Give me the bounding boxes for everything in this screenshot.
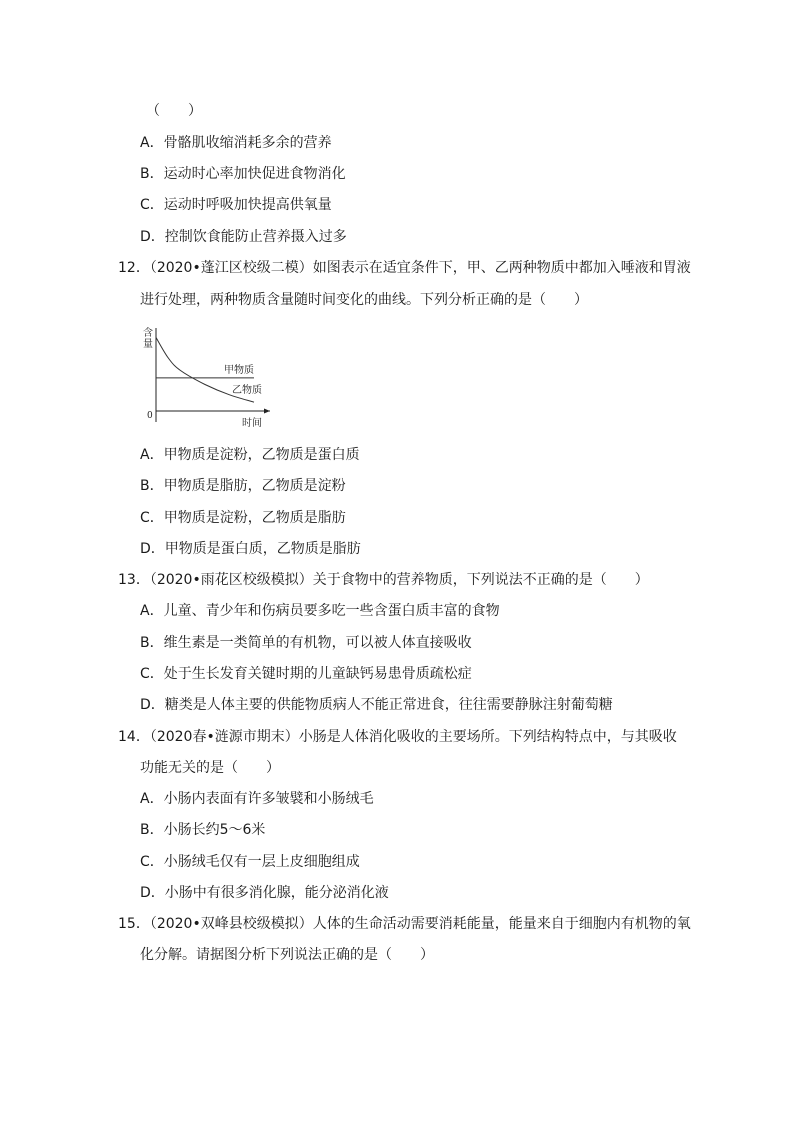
q12-option-b: B．甲物质是脂肪，乙物质是淀粉 xyxy=(140,478,346,494)
q12-chart xyxy=(142,322,272,432)
y-axis-label: 含 量 xyxy=(143,328,153,350)
series-jia-label: 甲物质 xyxy=(224,365,254,376)
x-axis-label: 时间 xyxy=(242,418,262,429)
q11-option-c: C．运动时呼吸加快提高供氧量 xyxy=(140,197,332,213)
q15-stem-line2: 化分解。请据图分析下列说法正确的是（ ） xyxy=(140,947,434,963)
q12-stem-line1: 12．（2020•蓬江区校级二模）如图表示在适宜条件下，甲、乙两种物质中都加入唾液和胃液 xyxy=(118,260,691,276)
q12-option-c: C．甲物质是淀粉，乙物质是脂肪 xyxy=(140,510,346,526)
series-yi-label: 乙物质 xyxy=(232,385,262,396)
q13-option-c: C．处于生长发育关键时期的儿童缺钙易患骨质疏松症 xyxy=(140,666,472,682)
q12-option-d: D．甲物质是蛋白质，乙物质是脂肪 xyxy=(140,541,361,557)
q14-option-a: A．小肠内表面有许多皱襞和小肠绒毛 xyxy=(140,791,374,807)
q14-option-d: D．小肠中有很多消化腺，能分泌消化液 xyxy=(140,885,389,901)
q11-stem-tail: （ ） xyxy=(146,103,202,119)
q12-stem-line2: 进行处理，两种物质含量随时间变化的曲线。下列分析正确的是（ ） xyxy=(140,292,588,308)
q11-option-a: A．骨骼肌收缩消耗多余的营养 xyxy=(140,135,332,151)
x-axis-arrow xyxy=(264,409,270,414)
q15-stem-line1: 15．（2020•双峰县校级模拟）人体的生命活动需要消耗能量，能量来自于细胞内有机物的氧 xyxy=(118,916,691,932)
q14-option-c: C．小肠绒毛仅有一层上皮细胞组成 xyxy=(140,854,360,870)
q14-stem-line1: 14．（2020春•涟源市期末）小肠是人体消化吸收的主要场所。下列结构特点中，与其吸收 xyxy=(118,729,677,745)
q12-option-a: A．甲物质是淀粉，乙物质是蛋白质 xyxy=(140,447,360,463)
q13-option-b: B．维生素是一类简单的有机物，可以被人体直接吸收 xyxy=(140,635,472,651)
q14-option-b: B．小肠长约5～6米 xyxy=(140,822,266,838)
q11-option-b: B．运动时心率加快促进食物消化 xyxy=(140,166,346,182)
q14-stem-line2: 功能无关的是（ ） xyxy=(140,760,280,776)
q13-option-d: D．糖类是人体主要的供能物质病人不能正常进食，往往需要静脉注射葡萄糖 xyxy=(140,697,613,713)
q11-option-d: D．控制饮食能防止营养摄入过多 xyxy=(140,229,347,245)
q13-stem: 13．（2020•雨花区校级模拟）关于食物中的营养物质，下列说法不正确的是（ ） xyxy=(118,572,649,588)
q13-option-a: A．儿童、青少年和伤病员要多吃一些含蛋白质丰富的食物 xyxy=(140,603,500,619)
origin-label: 0 xyxy=(147,411,153,421)
